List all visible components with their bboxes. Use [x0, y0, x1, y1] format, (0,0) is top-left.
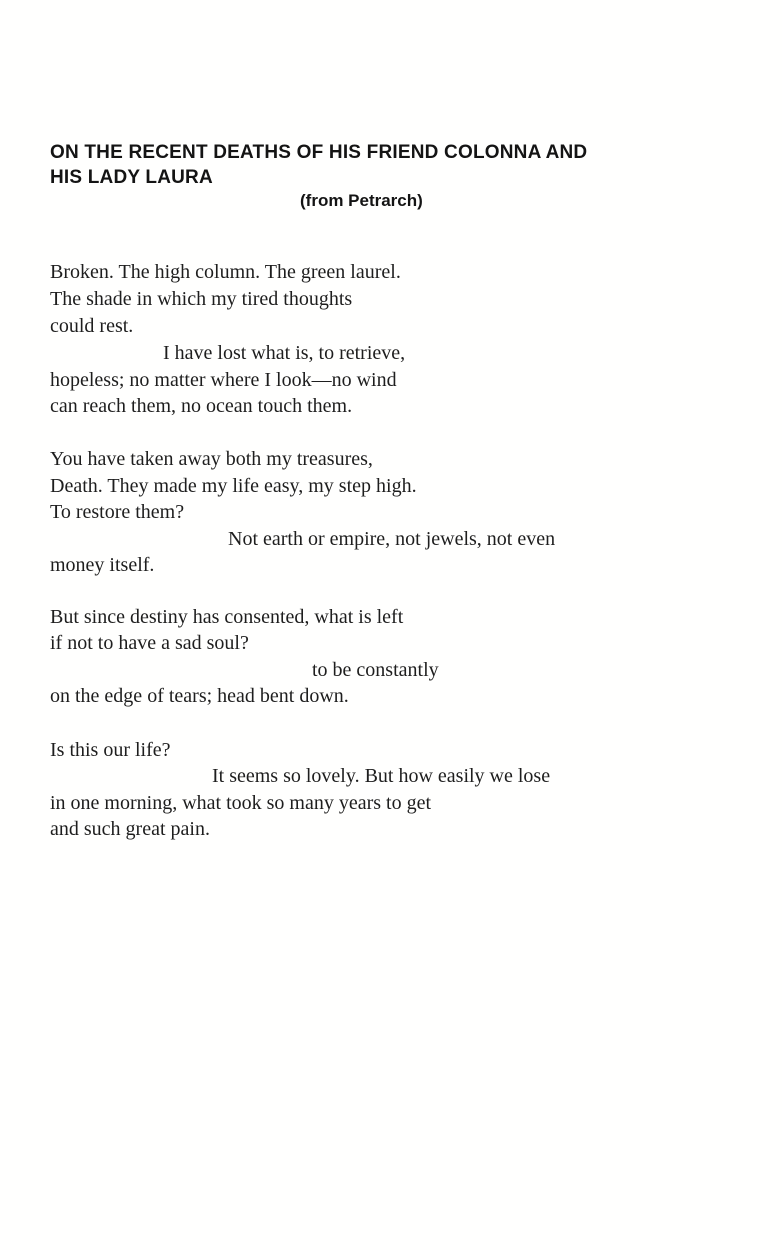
poem-title [50, 140, 740, 190]
poem-line: You have taken away both my treasures, [50, 448, 373, 470]
poem-line: But since destiny has consented, what is left [50, 606, 404, 628]
poem-line: if not to have a sad soul? [50, 632, 249, 654]
poem-line: could rest. [50, 315, 134, 337]
poem-line: and such great pain. [50, 818, 210, 840]
poem-line: To restore them? [50, 501, 185, 523]
poem-title-line-1: ON THE RECENT DEATHS OF HIS FRIEND COLONNA AND [50, 142, 588, 163]
poem-line: Not earth or empire, not jewels, not even [228, 528, 556, 550]
poem-line: on the edge of tears; head bent down. [50, 685, 349, 707]
poem-line: in one morning, what took so many years to get [50, 792, 432, 814]
poem-title-line-2: HIS LADY LAURA [50, 167, 213, 188]
poem-line: It seems so lovely. But how easily we lose [212, 765, 551, 787]
poem-line: hopeless; no matter where I look—no wind [50, 369, 397, 391]
poem-line: Death. They made my life easy, my step high. [50, 475, 417, 497]
poem-line: The shade in which my tired thoughts [50, 288, 353, 310]
poem-line: I have lost what is, to retrieve, [163, 342, 406, 364]
poem-attribution: (from Petrarch) [300, 191, 423, 210]
poem-line: money itself. [50, 554, 155, 576]
poem-line: to be constantly [312, 659, 439, 681]
poem-line: Is this our life? [50, 739, 171, 761]
poem-line: Broken. The high column. The green laurel. [50, 261, 401, 283]
poem-line: can reach them, no ocean touch them. [50, 395, 353, 417]
